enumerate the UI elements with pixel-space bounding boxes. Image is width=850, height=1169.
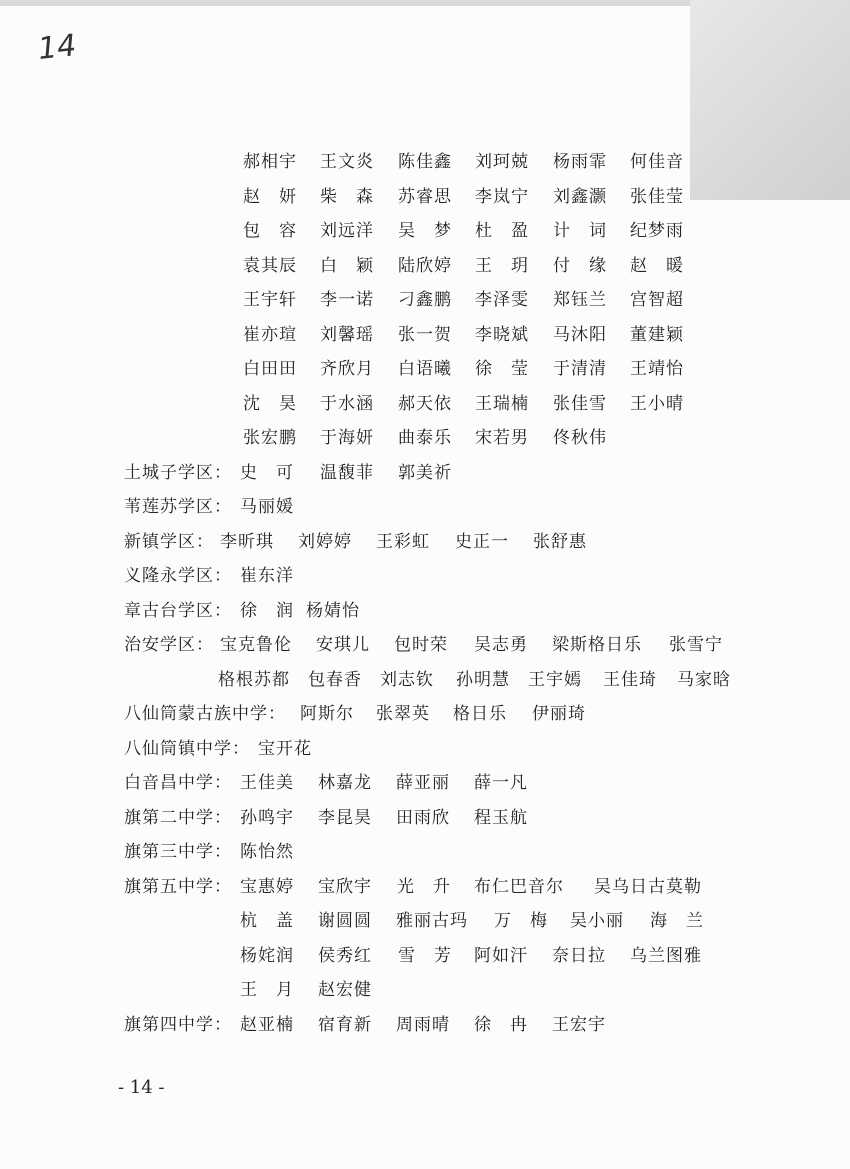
district-label: 义隆永学区： xyxy=(124,566,232,586)
person-name: 杜 盈 xyxy=(475,221,529,241)
person-name: 阿如汗 xyxy=(474,945,528,966)
person-name: 宝开花 xyxy=(258,738,312,759)
person-name: 董建颖 xyxy=(630,324,684,345)
person-name: 于水涵 xyxy=(320,393,374,414)
person-name: 白田田 xyxy=(243,359,297,379)
person-name: 刘鑫灏 xyxy=(553,186,607,207)
person-name: 刁鑫鹏 xyxy=(398,290,452,310)
person-name: 杨雨霏 xyxy=(553,152,607,172)
person-name: 王宏宇 xyxy=(552,1014,606,1035)
person-name: 格根苏都 xyxy=(218,669,290,690)
person-name: 包春香 xyxy=(308,669,362,690)
person-name: 曲泰乐 xyxy=(398,428,452,448)
person-name: 王 月 xyxy=(240,980,294,1000)
person-name: 伊丽琦 xyxy=(532,704,586,724)
person-name: 马丽媛 xyxy=(240,497,294,517)
person-name: 吴志勇 xyxy=(474,635,528,655)
person-name: 光 升 xyxy=(397,876,451,897)
handwritten-page-number: 14 xyxy=(36,28,78,67)
district-label: 苇莲苏学区： xyxy=(124,497,232,517)
person-name: 白 颖 xyxy=(320,255,374,276)
person-name: 李岚宁 xyxy=(475,186,529,207)
person-name: 刘婷婷 xyxy=(298,531,352,552)
person-name: 赵 暖 xyxy=(630,255,684,276)
person-name: 沈 昊 xyxy=(243,393,297,414)
district-label: 旗第二中学： xyxy=(124,807,232,828)
person-name: 孙明慧 xyxy=(456,669,510,690)
person-name: 杨姹润 xyxy=(240,945,294,966)
person-name: 包时荣 xyxy=(394,635,448,655)
district-label: 旗第四中学： xyxy=(124,1014,232,1035)
district-label: 新镇学区： xyxy=(124,531,214,552)
person-name: 王宇轩 xyxy=(243,290,297,310)
person-name: 佟秋伟 xyxy=(553,428,607,448)
person-name: 李一诺 xyxy=(320,290,374,310)
person-name: 苏睿思 xyxy=(398,186,452,207)
person-name: 张舒惠 xyxy=(533,531,587,552)
person-name: 张佳雪 xyxy=(553,393,607,414)
person-name: 计 词 xyxy=(553,221,607,241)
person-name: 王佳美 xyxy=(240,773,294,793)
person-name: 郑钰兰 xyxy=(553,290,607,310)
person-name: 薛亚丽 xyxy=(396,773,450,793)
person-name: 宝惠婷 xyxy=(240,876,294,897)
person-name: 于清清 xyxy=(553,359,607,379)
person-name: 宿育新 xyxy=(318,1014,372,1035)
person-name: 孙鸣宇 xyxy=(240,807,294,828)
person-name: 何佳音 xyxy=(630,152,684,172)
person-name: 郭美祈 xyxy=(398,462,452,483)
person-name: 田雨欣 xyxy=(396,807,450,828)
district-label: 治安学区： xyxy=(124,635,214,655)
person-name: 刘志钦 xyxy=(380,669,434,690)
person-name: 李泽雯 xyxy=(475,290,529,310)
person-name: 刘馨瑶 xyxy=(320,324,374,345)
person-name: 张雪宁 xyxy=(669,635,723,655)
page-number: - 14 - xyxy=(118,1077,165,1098)
person-name: 侯秀红 xyxy=(318,945,372,966)
person-name: 徐 莹 xyxy=(475,359,529,379)
person-name: 刘珂兢 xyxy=(475,152,529,172)
district-label: 旗第五中学： xyxy=(124,876,232,897)
person-name: 吴 梦 xyxy=(398,221,452,241)
person-name: 宝克鲁伦 xyxy=(220,635,292,655)
person-name: 奈日拉 xyxy=(552,945,606,966)
district-label: 土城子学区： xyxy=(124,462,232,483)
person-name: 陈怡然 xyxy=(240,842,294,862)
person-name: 齐欣月 xyxy=(320,359,374,379)
person-name: 吴小丽 xyxy=(570,911,624,931)
person-name: 王文炎 xyxy=(320,152,374,172)
district-label: 八仙筒镇中学： xyxy=(124,738,250,759)
person-name: 谢圆圆 xyxy=(318,911,372,931)
folded-corner xyxy=(690,0,850,200)
person-name: 林嘉龙 xyxy=(318,773,372,793)
person-name: 安琪儿 xyxy=(316,635,370,655)
person-name: 宫智超 xyxy=(630,290,684,310)
person-name: 李昆昊 xyxy=(318,807,372,828)
person-name: 陆欣婷 xyxy=(398,255,452,276)
person-name: 郝天依 xyxy=(398,393,452,414)
person-name: 阿斯尔 xyxy=(300,704,354,724)
person-name: 王 玥 xyxy=(475,255,529,276)
person-name: 刘远洋 xyxy=(320,221,374,241)
person-name: 马家晗 xyxy=(677,669,731,690)
district-label: 白音昌中学： xyxy=(124,773,232,793)
person-name: 李晓斌 xyxy=(475,324,529,345)
district-label: 旗第三中学： xyxy=(124,842,232,862)
person-name: 王彩虹 xyxy=(376,531,430,552)
person-name: 徐 润 xyxy=(240,600,294,621)
person-name: 包 容 xyxy=(243,221,297,241)
person-name: 赵亚楠 xyxy=(240,1014,294,1035)
person-name: 张一贺 xyxy=(398,324,452,345)
district-label: 章古台学区： xyxy=(124,600,232,621)
district-label: 八仙筒蒙古族中学： xyxy=(124,704,286,724)
person-name: 王靖怡 xyxy=(630,359,684,379)
person-name: 赵宏健 xyxy=(318,980,372,1000)
person-name: 于海妍 xyxy=(320,428,374,448)
person-name: 乌兰图雅 xyxy=(630,945,702,966)
person-name: 格日乐 xyxy=(453,704,507,724)
person-name: 程玉航 xyxy=(474,807,528,828)
person-name: 王瑞楠 xyxy=(475,393,529,414)
person-name: 郝相宇 xyxy=(243,152,297,172)
person-name: 马沐阳 xyxy=(553,324,607,345)
person-name: 温馥菲 xyxy=(320,462,374,483)
person-name: 张翠英 xyxy=(376,704,430,724)
person-name: 雪 芳 xyxy=(398,945,452,966)
person-name: 杨婧怡 xyxy=(306,600,360,621)
person-name: 海 兰 xyxy=(650,911,704,931)
person-name: 白语曦 xyxy=(398,359,452,379)
person-name: 柴 森 xyxy=(320,186,374,207)
person-name: 宝欣宇 xyxy=(318,876,372,897)
person-name: 周雨晴 xyxy=(396,1014,450,1035)
person-name: 万 梅 xyxy=(494,911,548,931)
person-name: 吴乌日古莫勒 xyxy=(594,876,702,897)
person-name: 崔亦瑄 xyxy=(243,324,297,345)
person-name: 薛一凡 xyxy=(474,773,528,793)
person-name: 史正一 xyxy=(455,531,509,552)
person-name: 梁斯格日乐 xyxy=(552,635,642,655)
person-name: 张宏鹏 xyxy=(243,428,297,448)
person-name: 纪梦雨 xyxy=(630,221,684,241)
person-name: 王小晴 xyxy=(630,393,684,414)
person-name: 王宇嫣 xyxy=(528,669,582,690)
person-name: 赵 妍 xyxy=(243,186,297,207)
person-name: 崔东洋 xyxy=(240,566,294,586)
person-name: 雅丽古玛 xyxy=(396,911,468,931)
person-name: 宋若男 xyxy=(475,428,529,448)
person-name: 杭 盖 xyxy=(240,911,294,931)
person-name: 李昕琪 xyxy=(220,531,274,552)
person-name: 史 可 xyxy=(240,462,294,483)
person-name: 张佳莹 xyxy=(630,186,684,207)
person-name: 布仁巴音尔 xyxy=(474,876,564,897)
person-name: 付 缘 xyxy=(553,255,607,276)
person-name: 陈佳鑫 xyxy=(398,152,452,172)
person-name: 袁其辰 xyxy=(243,255,297,276)
person-name: 徐 冉 xyxy=(474,1014,528,1035)
person-name: 王佳琦 xyxy=(603,669,657,690)
